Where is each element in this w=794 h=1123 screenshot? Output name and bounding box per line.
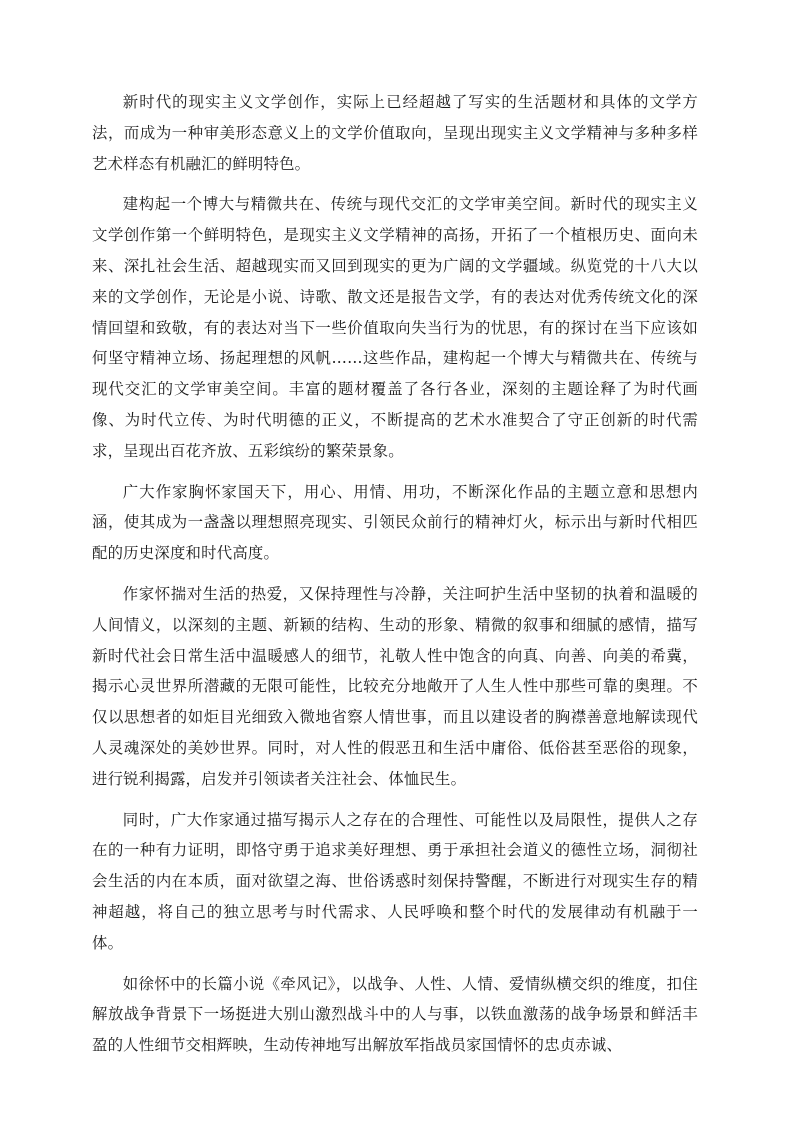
paragraph-6: 如徐怀中的长篇小说《牵风记》，以战争、人性、人情、爱情纵横交织的维度，扣住解放战争背景下一场挺进大别山激烈战斗中的人与事，以铁血激荡的战争场景和鲜活丰盈的人性细节交相辉映，生动传神地写出解放军指战员家国情怀的忠贞赤诚、 [92, 974, 698, 1055]
paragraph-3: 广大作家胸怀家国天下，用心、用情、用功，不断深化作品的主题立意和思想内涵，使其成为一盏盏以理想照亮现实、引领民众前行的精神灯火，标示出与新时代相匹配的历史深度和时代高度。 [92, 482, 698, 563]
document-body [92, 87, 698, 1071]
paragraph-4: 作家怀揣对生活的热爱，又保持理性与冷静，关注呵护生活中坚韧的执着和温暖的人间情义，以深刻的主题、新颖的结构、生动的形象、精微的叙事和细腻的感情，描写新时代社会日常生活中温暖感人的细节，礼敬人性中饱含的向真、向善、向美的希冀，揭示心灵世界所潜藏的无限可能性，比较充分地敞开了人生人性中那些可靠的奥理。不仅以思想者的如炬目光细致入微地省察人情世事，而且以建设者的胸襟善意地解读现代人灵魂深处的美妙世界。同时，对人性的假恶丑和生活中庸俗、低俗甚至恶俗的现象，进行锐利揭露，启发并引领读者关注社会、体恤民生。 [92, 584, 698, 788]
paragraph-1: 新时代的现实主义文学创作，实际上已经超越了写实的生活题材和具体的文学方法，而成为一种审美形态意义上的文学价值取向，呈现出现实主义文学精神与多种多样艺术样态有机融汇的鲜明特色。 [92, 93, 698, 173]
paragraph-5: 同时，广大作家通过描写揭示人之存在的合理性、可能性以及局限性，提供人之存在的一种有力证明，即恪守勇于追求美好理想、勇于承担社会道义的德性立场，洞彻社会生活的内在本质，面对欲望之海、世俗诱惑时刻保持警醒，不断进行对现实生存的精神超越，将自己的独立思考与时代需求、人民呼唤和整个时代的发展律动有机融于一体。 [92, 810, 698, 952]
paragraph-2: 建构起一个博大与精微共在、传统与现代交汇的文学审美空间。新时代的现实主义文学创作第一个鲜明特色，是现实主义文学精神的高扬，开拓了一个植根历史、面向未来、深扎社会生活、超越现实而又回到现实的更为广阔的文学疆域。纵览党的十八大以来的文学创作，无论是小说、诗歌、散文还是报告文学，有的表达对优秀传统文化的深情回望和致敬，有的表达对当下一些价值取向失当行为的忧思，有的探讨在当下应该如何坚守精神立场、扬起理想的风帆……这些作品，建构起一个博大与精微共在、传统与现代交汇的文学审美空间。丰富的题材覆盖了各行各业，深刻的主题诠释了为时代画像、为时代立传、为时代明德的正义，不断提高的艺术水准契合了守正创新的时代需求，呈现出百花齐放、五彩缤纷的繁荣景象。 [92, 195, 698, 460]
